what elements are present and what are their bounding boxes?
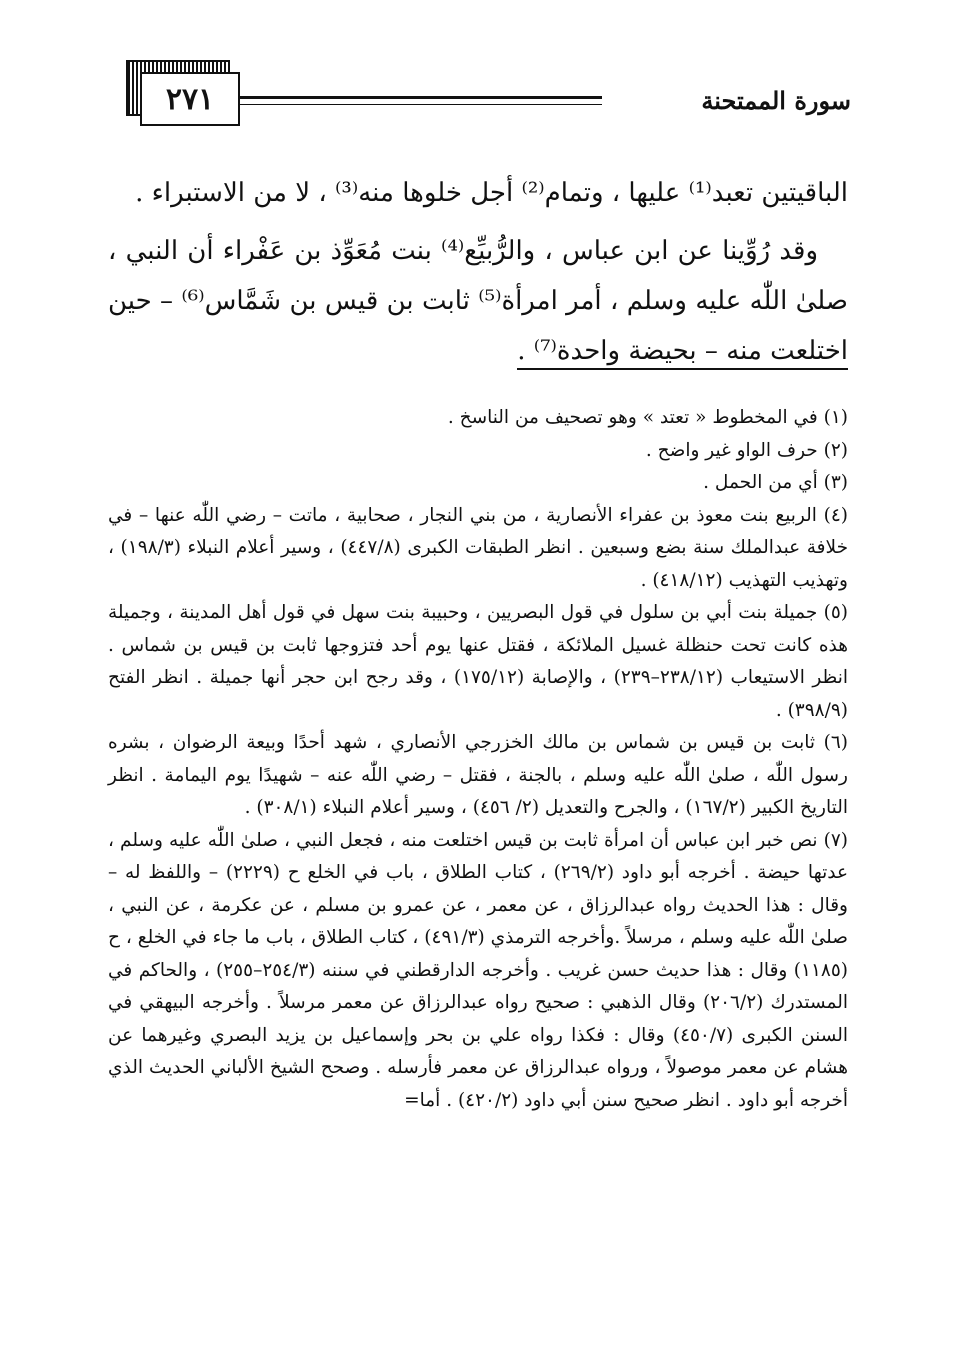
footnote-text: نص خبر ابن عباس أن امرأة ثابت بن قيس اختلعت منه ، فجعل النبي ، صلىٰ اللّٰه عليه وسلم ، عدتها حيضة . أخرجه أبو داود (٢٦٩/٢) ، كتاب الطلاق ، باب في الخلع ح (٢٢٢٩) – واللفظ له – وقال : هذا الحديث رواه عبدالرزاق ، عن معمر ، عن عمرو بن مسلم ، عن عكرمة ، عن النبي ، صلىٰ اللّٰه عليه وسلم ، مرسلاً .وأخرجه الترمذي (٤٩١/٣) ، كتاب الطلاق ، باب ما جاء في الخلع ، ح (١١٨٥) وقال : هذا حديث حسن غريب . وأخرجه الدارقطني في سننه (٢٥٤/٣–٢٥٥) ، والحاكم في المستدرك (٢٠٦/٢) وقال الذهبي : صحيح رواه عبدالرزاق عن معمر مرسلاً . وأخرجه البيهقي في السنن الكبرى (٤٥٠/٧) وقال : فكذا رواه علي بن بحر وإسماعيل بن يزيد البصري وغيرهما عن هشام عن معمر موصولاً ، ورواه عبدالرزاق عن معمر فأرسله . وصحح الشيخ الألباني الحديث الذي أخرجه أبو داود . انظر صحيح سنن أبي داود (٤٢٠/٢) . أما= — [108, 829, 848, 1111]
footnote-number: (١) — [823, 407, 848, 428]
footnote-text: أي من الحمل . — [703, 472, 818, 493]
footnote-number: (٧) — [823, 829, 848, 851]
footnote-7 — [108, 825, 848, 1118]
footnote-number: (٢) — [823, 439, 848, 461]
footnote-number: (٣) — [823, 472, 848, 493]
footnote-1 — [108, 402, 848, 435]
surah-title: سورة الممتحنة — [701, 86, 851, 115]
page-number: ٢٧١ — [140, 72, 240, 126]
footnote-text: جميلة بنت أبي بن سلول في قول البصريين ، وحبيبة بنت سهل في قول أهل المدينة ، وجميلة هذه كانت تحت حنظلة غسيل الملائكة ، فقتل عنها يوم أحد فتزوجها ثابت بن قيس بن شماس . انظر الاستيعاب (٢٣٨/١٢–٢٣٩) ، والإصابة (١٧٥/١٢) ، وقد رجح ابن حجر أنها جميلة . انظر الفتح (٣٩٨/٩) . — [108, 602, 848, 721]
header-rule-thin — [238, 104, 602, 105]
header-rule — [238, 96, 602, 99]
main-text — [108, 168, 848, 376]
main-paragraph-2-tail: اختلعت منه – بحيضة واحدة⁽⁷⁾ . — [517, 336, 848, 370]
footnote-text: الربيع بنت معوذ بن عفراء الأنصارية ، من بني النجار ، صحابية ، ماتت – رضي اللّٰه عنها – في خلافة عبدالملك سنة بضع وسبعين . انظر الطبقات الكبرى (٤٤٧/٨) ، وسير أعلام النبلاء (١٩٨/٣) ، وتهذيب التهذيب (٤١٨/١٢) . — [108, 504, 849, 591]
footnote-2 — [108, 435, 848, 468]
footnote-text: حرف الواو غير واضح . — [645, 439, 818, 461]
footnote-number: (٦) — [823, 732, 849, 753]
footnote-text: ثابت بن قيس بن شماس بن مالك الخزرجي الأنصاري ، شهد أحدًا وبيعة الرضوان ، بشره رسول اللّٰه ، صلىٰ اللّٰه عليه وسلم ، بالجنة ، فقتل – رضي اللّٰه عنه – شهيدًا يوم اليمامة . انظر التاريخ الكبير (١٦٧/٢) ، والجرح والتعديل (٢/ ٤٥٦) ، وسير أعلام النبلاء (٣٠٨/١) . — [108, 732, 848, 818]
footnotes — [108, 402, 848, 1117]
footnote-text: في المخطوط « تعتد » وهو تصحيف من الناسخ . — [447, 407, 818, 428]
footnote-6 — [108, 727, 848, 825]
page-header — [0, 0, 963, 140]
main-paragraph-2 — [108, 226, 848, 376]
main-paragraph-2-lead: وقد رُوِّينا عن ابن عباس ، والرُّبيِّع⁽⁴⁾ بنت مُعَوِّذ بن عَفْراء أن النبي ، صلىٰ اللّٰه عليه وسلم ، أمر امرأة⁽⁵⁾ ثابت بن قيس بن شَمَّاس⁽⁶⁾ – حين — [108, 236, 848, 316]
footnote-3 — [108, 467, 848, 500]
main-paragraph-1: الباقيتين تعبد⁽¹⁾ عليها ، وتمام⁽²⁾ أجل خلوها منه⁽³⁾ ، لا من الاستبراء . — [135, 178, 848, 208]
footnote-number: (٥) — [823, 602, 848, 623]
footnote-number: (٤) — [823, 504, 848, 526]
footnote-4 — [108, 500, 848, 598]
footnote-5 — [108, 597, 848, 727]
